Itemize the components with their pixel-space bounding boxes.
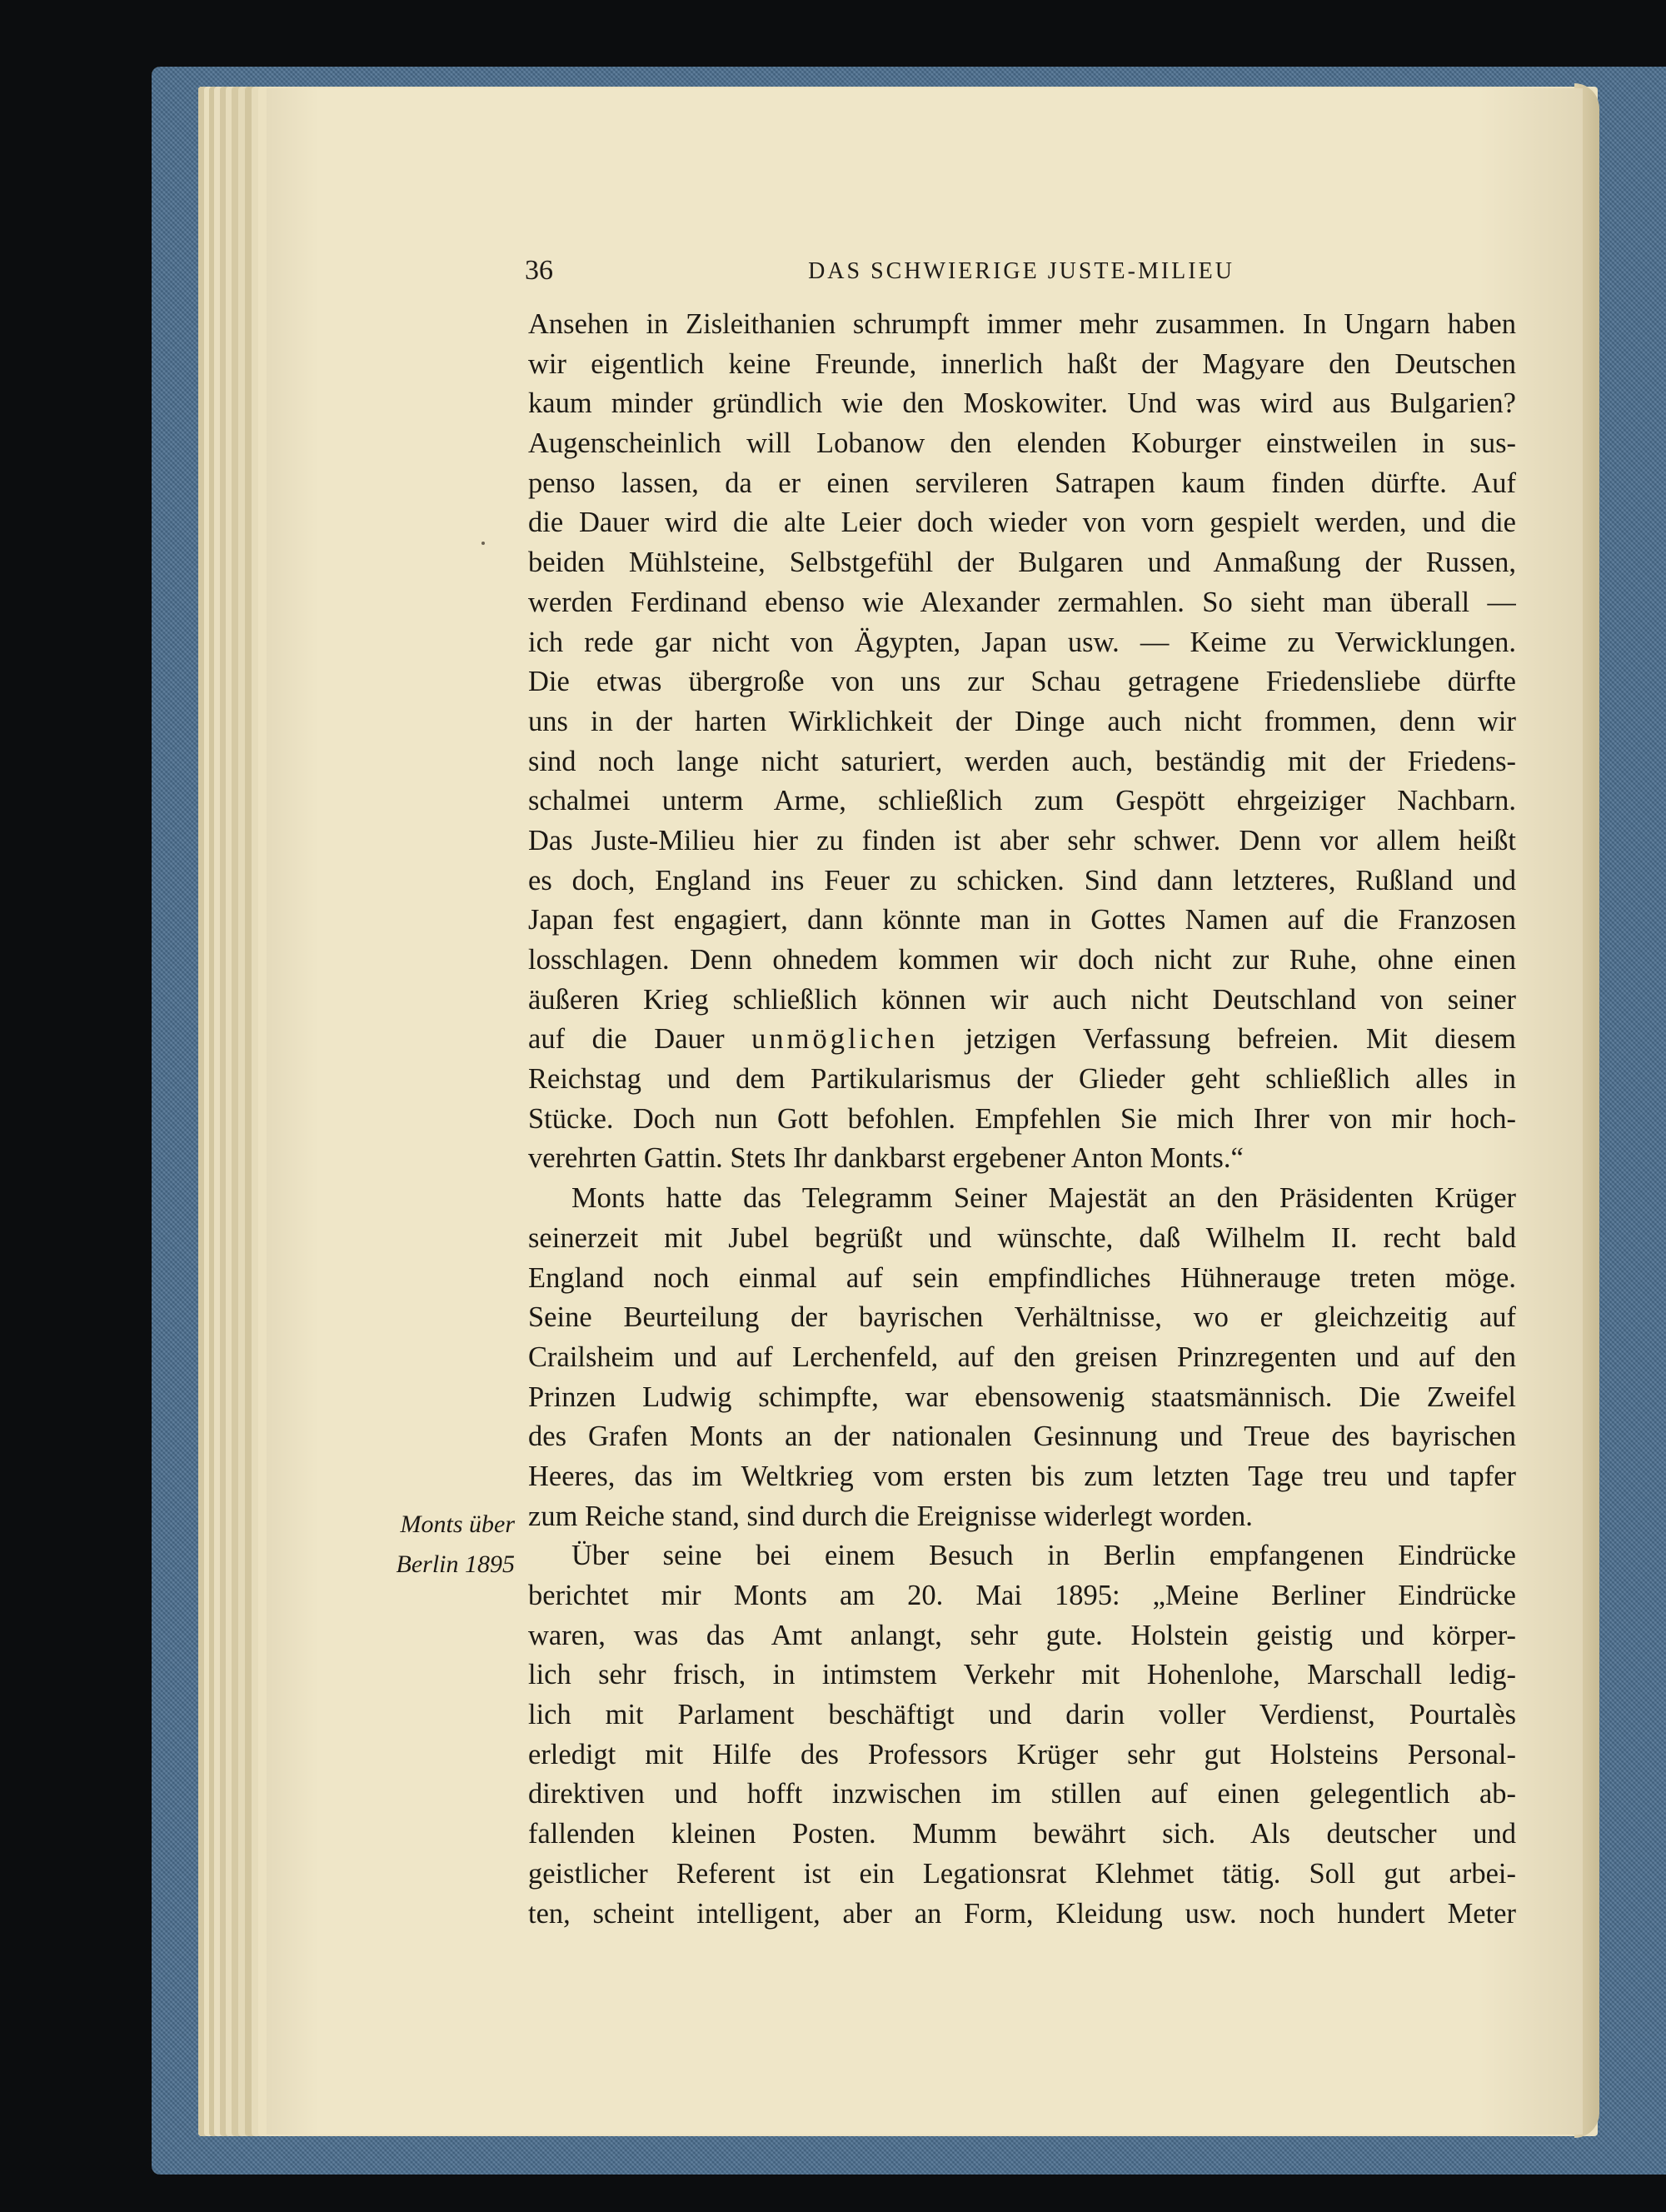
text-line: die Dauer wird die alte Leier doch wieder von vorn gespielt werden, und die [528, 507, 1516, 539]
text-line: Stücke. Doch nun Gott befohlen. Empfehlen Sie mich Ihrer von mir hoch- [528, 1102, 1516, 1135]
text-line: ten, scheint intelligent, aber an Form, Kleidung usw. noch hundert Meter [528, 1897, 1516, 1930]
text-segment: auf die Dauer [528, 1023, 725, 1056]
sidenote-line-1: Monts über [400, 1510, 515, 1538]
text-line: verehrten Gattin. Stets Ihr dankbarst ergebener Anton Monts.“ [528, 1142, 1244, 1175]
text-line: sind noch lange nicht saturiert, werden auch, beständig mit der Friedens- [528, 745, 1516, 777]
text-line: waren, was das Amt anlangt, sehr gute. Holstein geistig und körper- [528, 1619, 1516, 1651]
text-line: penso lassen, da er einen servileren Satrapen kaum finden dürfte. Auf [528, 467, 1516, 499]
text-line: England noch einmal auf sein empfindliches Hühnerauge treten möge. [528, 1261, 1516, 1294]
text-line: Prinzen Ludwig schimpfte, war ebensowenig staatsmännisch. Die Zweifel [528, 1381, 1516, 1413]
body-text [528, 305, 1516, 1934]
text-line: schalmei unterm Arme, schließlich zum Gespött ehrgeiziger Nachbarn. [528, 785, 1516, 817]
text-segment: jetzigen Verfassung befreien. Mit diesem [965, 1023, 1516, 1056]
text-line: ich rede gar nicht von Ägypten, Japan usw. — Keime zu Verwicklungen. [528, 626, 1516, 658]
text-line: erledigt mit Hilfe des Professors Krüger sehr gut Holsteins Personal- [528, 1738, 1516, 1770]
text-line: Ansehen in Zisleithanien schrumpft immer mehr zusammen. In Ungarn haben [528, 308, 1516, 340]
text-line: direktiven und hofft inzwischen im stillen auf einen gelegentlich ab- [528, 1778, 1516, 1810]
text-line: fallenden kleinen Posten. Mumm bewährt sich. Als deutscher und [528, 1818, 1516, 1850]
page-number: 36 [525, 255, 553, 286]
text-line: Augenscheinlich will Lobanow den elenden Koburger einstweilen in sus- [528, 427, 1516, 460]
page-header [525, 250, 1518, 300]
text-line: uns in der harten Wirklichkeit der Dinge auch nicht frommen, denn wir [528, 705, 1516, 737]
text-line: seinerzeit mit Jubel begrüßt und wünschte, daß Wilhelm II. recht bald [528, 1221, 1516, 1254]
text-line: äußeren Krieg schließlich können wir auch nicht Deutschland von seiner [528, 983, 1516, 1016]
text-line: des Grafen Monts an der nationalen Gesinnung und Treue des bayrischen [528, 1421, 1516, 1453]
margin-mark [481, 542, 485, 545]
text-line: es doch, England ins Feuer zu schicken. Sind dann letzteres, Rußland und [528, 864, 1516, 896]
text-line: berichtet mir Monts am 20. Mai 1895: „Meine Berliner Eindrücke [528, 1580, 1516, 1611]
text-line: werden Ferdinand ebenso wie Alexander zermahlen. So sieht man überall — [528, 586, 1516, 618]
text-line: Heeres, das im Weltkrieg vom ersten bis zum letzten Tage treu und tapfer [528, 1460, 1516, 1492]
text-line: losschlagen. Denn ohnedem kommen wir doch nicht zur Ruhe, ohne einen [528, 944, 1516, 976]
text-line: zum Reiche stand, sind durch die Ereignisse widerlegt worden. [528, 1500, 1253, 1532]
text-line: Seine Beurteilung der bayrischen Verhältnisse, wo er gleichzeitig auf [528, 1301, 1516, 1334]
text-line: Reichstag und dem Partikularismus der Glieder geht schließlich alles in [528, 1063, 1516, 1096]
emphasized-word: unmöglichen [751, 1023, 939, 1056]
text-line: lich mit Parlament beschäftigt und darin voller Verdienst, Pourtalès [528, 1699, 1516, 1731]
text-line: beiden Mühlsteine, Selbstgefühl der Bulgaren und Anmaßung der Russen, [528, 547, 1516, 579]
text-line-composite [528, 1020, 1516, 1060]
running-head: DAS SCHWIERIGE JUSTE-MILIEU [808, 258, 1235, 284]
text-line: Über seine bei einem Besuch in Berlin empfangenen Eindrücke [571, 1540, 1516, 1572]
text-line: wir eigentlich keine Freunde, innerlich haßt der Magyare den Deutschen [528, 347, 1516, 380]
text-line: Die etwas übergroße von uns zur Schau getragene Friedensliebe dürfte [528, 666, 1516, 698]
text-line: Crailsheim und auf Lerchenfeld, auf den greisen Prinzregenten und auf den [528, 1341, 1516, 1373]
text-line: geistlicher Referent ist ein Legationsrat Klehmet tätig. Soll gut arbei- [528, 1857, 1516, 1890]
text-line: lich sehr frisch, in intimstem Verkehr mit Hohenlohe, Marschall ledig- [528, 1659, 1516, 1691]
sidenote-line-2: Berlin 1895 [396, 1550, 515, 1578]
text-line: Monts hatte das Telegramm Seiner Majestät an den Präsidenten Krüger [571, 1182, 1516, 1215]
text-line: kaum minder gründlich wie den Moskowiter. Und was wird aus Bulgarien? [528, 387, 1516, 420]
text-line: Das Juste-Milieu hier zu finden ist aber sehr schwer. Denn vor allem heißt [528, 824, 1516, 856]
text-line: Japan fest engagiert, dann könnte man in Gottes Namen auf die Franzosen [528, 904, 1516, 936]
